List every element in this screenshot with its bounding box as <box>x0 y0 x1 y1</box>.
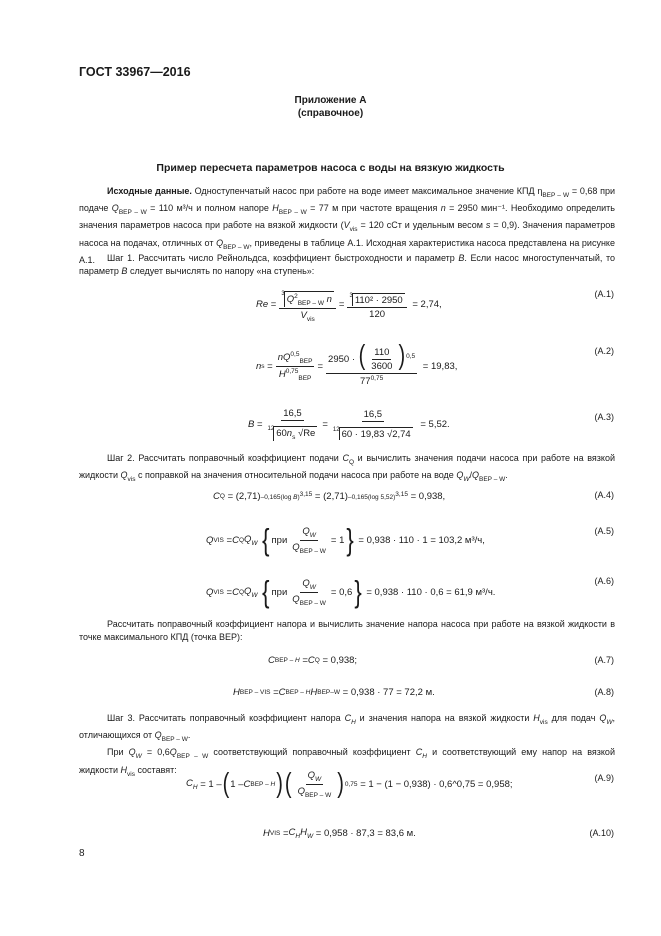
section-title: Пример пересчета параметров насоса с воды на вязкую жидкость <box>156 162 505 174</box>
equation-a10: H VIS = $C_HH_W$ = 0,958 · 87,3 = 83,6 м. <box>263 827 416 840</box>
result-a7: = 0,938; <box>322 655 358 666</box>
paragraph-step3: Шаг 3. Рассчитать поправочный коэффициент напора $C_H$ и значения напора на вязкой жидкости $H_{vis}$ для подач $Q_W$, отличающихся от $Q_{BEP - W}$. При $Q_W = 0,6Q_{BEP - W}$ соответствующий поправочный коэффициент $C_H$ и соответствующий ему напор на вязкой жидкости $H_{vis}$ составят: <box>79 713 615 778</box>
eq-number-a6: (А.6) <box>594 576 614 586</box>
paragraph-step1: Шаг 1. Рассчитать число Рейнольдса, коэффициент быстроходности и параметр B. Если насос многоступенчатый, то параметр B следует вычислять по напору «на ступень»: <box>79 253 615 277</box>
equation-a9: $C_H$ = 1 – ( 1 – C BEP – H ) ( $\frac{Q_W}{Q_{BEP - W}}$ ) 0,75 = 1 − (1 − 0,938) · 0,6^0,75 = 0,958; <box>186 768 513 800</box>
result-a2: = 19,83, <box>422 360 458 372</box>
eq-number-a8: (А.8) <box>594 687 614 697</box>
eq-number-a10: (А.10) <box>589 828 614 838</box>
result-a8: = 0,938 · 77 = 72,2 м. <box>342 687 435 698</box>
eq-number-a4: (А.4) <box>594 490 614 500</box>
result-a10: = 0,958 · 87,3 = 83,6 м. <box>315 827 416 839</box>
result-a9: = 1 − (1 − 0,938) · 0,6^0,75 = 0,958; <box>360 778 513 790</box>
equation-a4: C Q = (2,71) –0,165(log B)$^{3,15}$ = (2,71) –0,165(log 5,52)$^{3,15}$ = 0,938, <box>213 491 446 502</box>
equation-a6: Q VIS = C Q $Q_W$ { при $\frac{Q_W}{Q_{BEP - W}}$ = 0,6 } = 0,938 · 110 · 0,6 = 61,9 м³/ч. <box>206 574 496 610</box>
annex-title: Приложение А <box>294 95 367 106</box>
result-a4: = 0,938, <box>410 491 446 502</box>
equation-a5: Q VIS = C Q $Q_W$ { при $\frac{Q_W}{Q_{BEP - W}}$ = 1 } = 0,938 · 110 · 1 = 103,2 м³/ч, <box>206 522 485 558</box>
document-header: ГОСТ 33967—2016 <box>79 65 191 79</box>
eq-number-a5: (А.5) <box>594 526 614 536</box>
eq-number-a1: (А.1) <box>594 289 614 299</box>
eq-number-a3: (А.3) <box>594 412 614 422</box>
paragraph-step2: Шаг 2. Рассчитать поправочный коэффициент подачи $C_Q$ и вычислить значения подачи насоса при работе на вязкой жидкости $Q_{vis}$ с поправкой на значения относительной подачи насоса при работе на воде $Q_W/Q_{BEP - W}$. <box>79 453 615 483</box>
paragraph-head-correction: Рассчитать поправочный коэффициент напора и вычислить значение напора насоса при работе на вязкой жидкости в точке максимального КПД (точка BEP): <box>79 619 615 643</box>
eq-number-a7: (А.7) <box>594 655 614 665</box>
eq-number-a2: (А.2) <box>594 346 614 356</box>
equation-a7: C BEP – H = C Q = 0,938; <box>268 655 358 666</box>
result-a1: = 2,74, <box>412 299 442 311</box>
equation-a8: H BEP – VIS = C BEP – H H BEP–W = 0,938 · 77 = 72,2 м. <box>233 687 435 698</box>
page-number: 8 <box>79 848 85 859</box>
result-a3: = 5,52. <box>420 418 450 430</box>
paragraph-input-data: Исходные данные. Одноступенчатый насос при работе на воде имеет максимальное значение КПД $\eta_{BEP - W} = 0,68$ при подаче $Q_{BEP - W} = 110$ м³/ч и полном напоре $H_{BEP - W} = 77$ м при частоте вращения n = 2950 мин⁻¹. Необходимо определить значения параметров насоса при работе на вязкой жидкости ($V_{vis} = 120$ сСт и удельным весом s = 0,9). Значения параметров насоса на подачах, отличных от $Q_{BEP - W}$, приведены в таблице А.1. Исходная характеристика насоса представлена на рисунке А.1. <box>79 186 616 265</box>
lead-term: Исходные данные. <box>107 186 192 196</box>
eq-number-a9: (А.9) <box>594 773 614 783</box>
equation-a2: n s = $\frac{nQ^{0,5}_{BEP}}{H^{0,75}_{BEP}}$ = 2950 · ( $\frac{110}{3600}$ )$^{0,5}$ 77$^{0,75}$ = 19,83, <box>256 340 458 388</box>
result-a6: = 0,938 · 110 · 0,6 = 61,9 м³/ч. <box>366 586 496 598</box>
equation-a1: Re = 3 $Q^2_{BEP - W}$ n $V_{vis}$ = 3 110² · 2950 120 = 2,74, <box>256 287 442 323</box>
equation-a3: B = 16,5 12 $60n_s$ √Re = 16,5 12 60 · 19,83 √2,74 = 5,52. <box>248 408 450 441</box>
annex-subtitle: (справочное) <box>297 108 364 119</box>
result-a5: = 0,938 · 110 · 1 = 103,2 м³/ч, <box>358 534 485 546</box>
